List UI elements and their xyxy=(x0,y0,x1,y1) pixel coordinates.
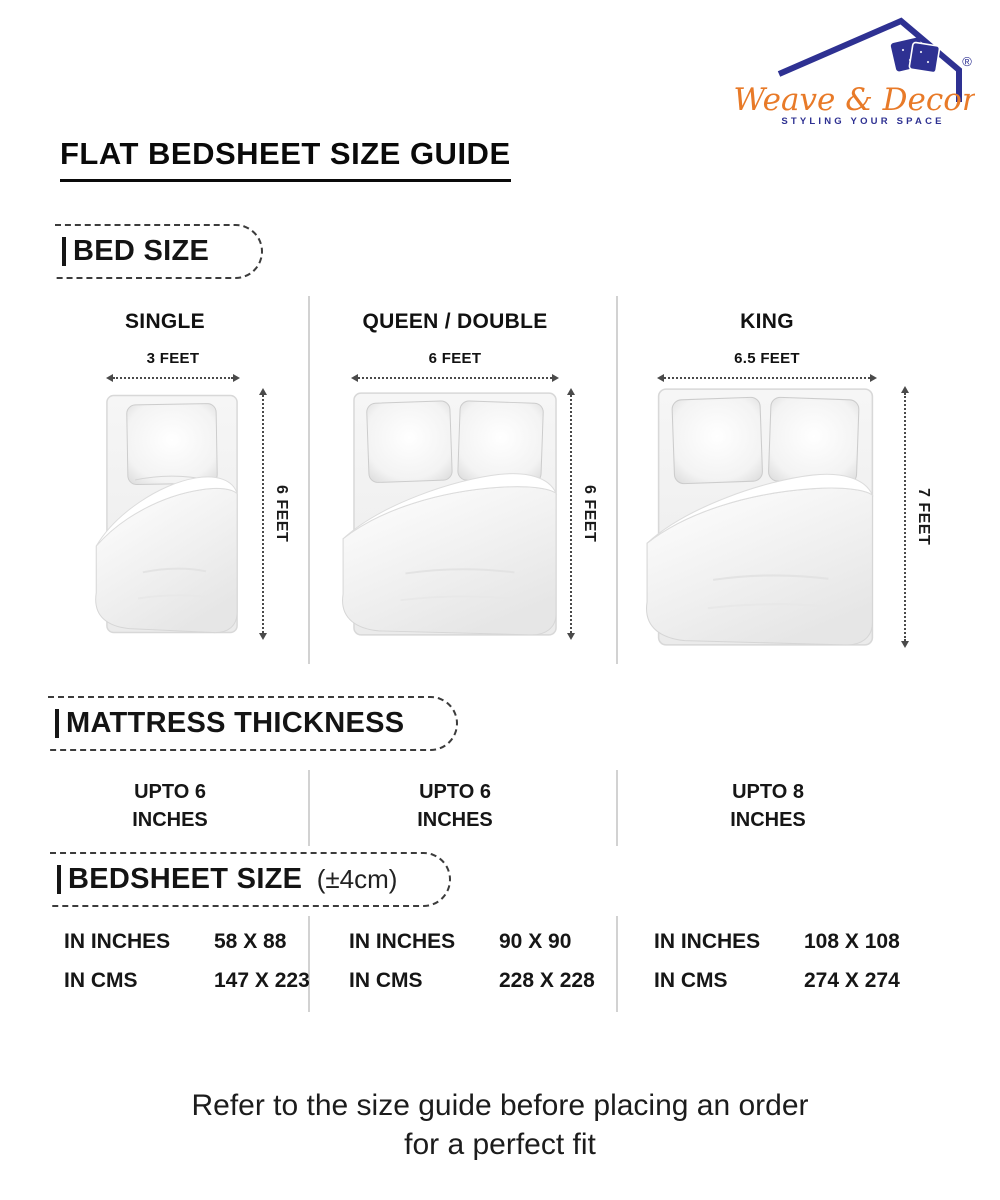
inches-value: 58 X 88 xyxy=(214,930,287,953)
bedsheet-tolerance: (±4cm) xyxy=(316,864,398,894)
column-header-queen: QUEEN / DOUBLE xyxy=(362,310,548,333)
arrow-left-icon xyxy=(351,374,358,382)
thickness-line: INCHES xyxy=(730,809,806,831)
column-divider xyxy=(616,770,618,846)
column-divider xyxy=(616,916,618,1012)
mattress-thickness-king xyxy=(657,778,879,834)
arrow-left-icon xyxy=(657,374,664,382)
thickness-line: INCHES xyxy=(132,809,208,831)
size-table-king xyxy=(654,930,900,993)
pillow xyxy=(366,401,452,483)
width-arrow-queen xyxy=(351,374,559,382)
section-mattress-label: MATTRESS THICKNESS xyxy=(66,707,405,739)
inches-value: 108 X 108 xyxy=(804,930,900,953)
length-arrow xyxy=(900,386,909,648)
footer-line-1: Refer to the size guide before placing an order xyxy=(191,1089,809,1122)
arrow-left-icon xyxy=(106,374,113,382)
length-label-queen: 6 FEET xyxy=(581,485,598,543)
column-divider xyxy=(616,296,618,664)
width-label-queen: 6 FEET xyxy=(428,350,482,367)
cms-value: 274 X 274 xyxy=(804,969,900,992)
arrow-up-icon xyxy=(567,388,575,395)
length-measure-king xyxy=(900,386,932,648)
length-label-single: 6 FEET xyxy=(273,485,290,543)
pill-accent-bar xyxy=(62,237,66,266)
length-label-king: 7 FEET xyxy=(915,488,932,546)
length-arrow xyxy=(566,388,575,640)
cms-label: IN CMS xyxy=(349,969,423,992)
king-bed-illustration xyxy=(655,386,876,648)
pill-accent-bar xyxy=(55,709,59,738)
size-table-queen xyxy=(349,930,595,993)
brand-logo-graphic xyxy=(735,10,975,126)
arrow-right-icon xyxy=(870,374,877,382)
width-arrow-single xyxy=(106,374,240,382)
size-table-single xyxy=(64,930,310,993)
section-bedsheet-label: BEDSHEET SIZE xyxy=(68,863,303,895)
width-label-single: 3 FEET xyxy=(146,350,200,367)
section-bedsheet-size xyxy=(50,852,451,907)
pillow xyxy=(768,397,859,484)
footer-note xyxy=(0,1086,1000,1164)
pillow xyxy=(127,403,218,484)
arrow-down-icon xyxy=(567,633,575,640)
arrow-up-icon xyxy=(901,386,909,393)
column-header-single: SINGLE xyxy=(125,310,205,333)
inches-value: 90 X 90 xyxy=(499,930,572,953)
inches-label: IN INCHES xyxy=(654,930,761,953)
column-divider xyxy=(308,770,310,846)
inches-label: IN INCHES xyxy=(349,930,456,953)
queen-bed-illustration xyxy=(351,388,559,640)
mattress-thickness-single xyxy=(85,778,255,834)
brand-logo xyxy=(735,10,975,126)
cms-value: 228 X 228 xyxy=(499,969,595,992)
width-arrow-king xyxy=(657,374,877,382)
registered-mark: ® xyxy=(962,54,972,69)
thickness-line: UPTO 6 xyxy=(134,781,206,803)
pillow xyxy=(458,401,544,483)
length-measure-single xyxy=(258,388,290,640)
inches-label: IN INCHES xyxy=(64,930,171,953)
cms-value: 147 X 223 xyxy=(214,969,310,992)
thickness-line: INCHES xyxy=(417,809,493,831)
single-bed-illustration xyxy=(104,388,240,640)
width-label-king: 6.5 FEET xyxy=(734,350,800,367)
column-divider xyxy=(308,296,310,664)
cms-label: IN CMS xyxy=(64,969,138,992)
section-bed-size xyxy=(55,224,263,279)
brand-tagline: STYLING YOUR SPACE xyxy=(781,116,945,126)
arrow-down-icon xyxy=(901,641,909,648)
length-arrow xyxy=(258,388,267,640)
brand-wordmark: Weave & Decor xyxy=(735,82,975,118)
pillow xyxy=(672,397,763,484)
arrow-right-icon xyxy=(233,374,240,382)
mattress-thickness-queen xyxy=(345,778,565,834)
thickness-line: UPTO 6 xyxy=(419,781,491,803)
cms-label: IN CMS xyxy=(654,969,728,992)
pill-accent-bar xyxy=(57,865,61,894)
logo-pillows-icon xyxy=(890,37,940,73)
column-header-king: KING xyxy=(740,310,794,333)
page-title: FLAT BEDSHEET SIZE GUIDE xyxy=(60,136,511,182)
length-measure-queen xyxy=(566,388,598,640)
section-mattress-thickness xyxy=(48,696,458,751)
thickness-line: UPTO 8 xyxy=(732,781,804,803)
section-bed-size-label: BED SIZE xyxy=(73,235,210,267)
arrow-right-icon xyxy=(552,374,559,382)
arrow-down-icon xyxy=(259,633,267,640)
arrow-up-icon xyxy=(259,388,267,395)
footer-line-2: for a perfect fit xyxy=(404,1128,596,1161)
